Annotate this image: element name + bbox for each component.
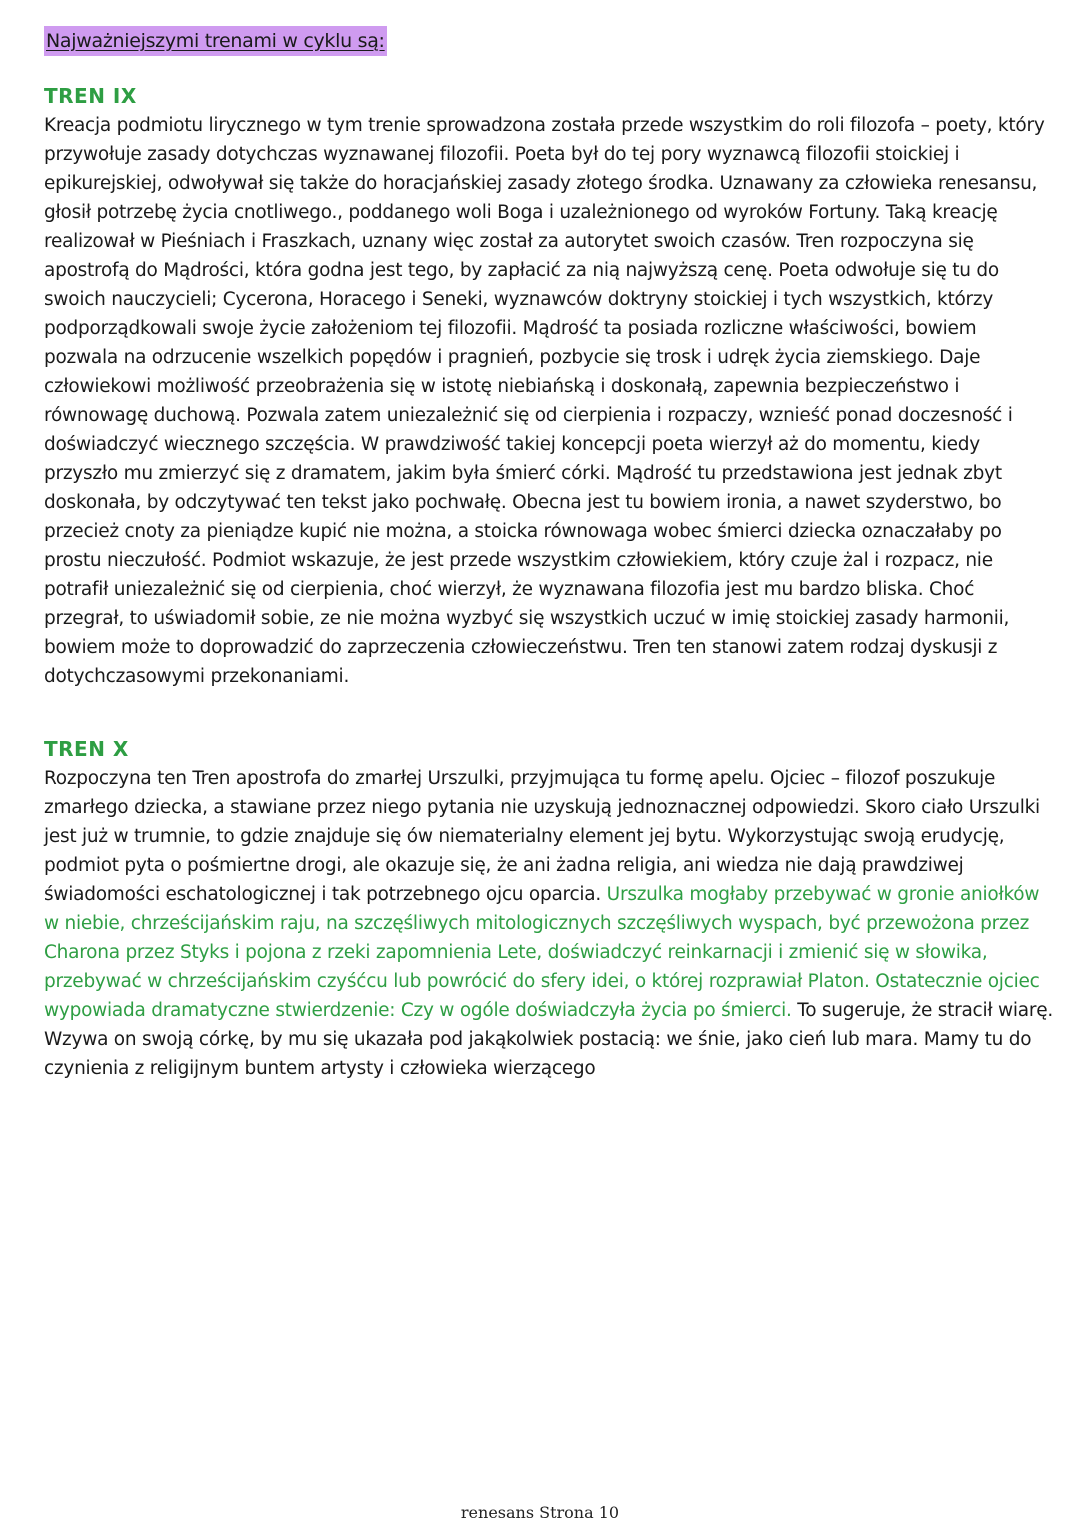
tren-ix-text: Kreacja podmiotu lirycznego w tym trenie sprowadzona została przede wszystkim do roli filozofa – poety, który przywołuje zasady dotychczas wyznawanej filozofii. Poeta był do tej pory wyznawcą filozofii stoickiej i epikurejskiej, odwoływał się także do horacjańskiej zasady złotego środka. Uznawany za człowieka renesansu, głosił potrzebę życia cnotliwego., poddanego woli Boga i uzależnionego od wyroków Fortuny. Taką kreację realizował w Pieśniach i Fraszkach, uznany więc został za autorytet swoich czasów. Tren rozpoczyna się apostrofą do Mądrości, która godna jest tego, by zapłacić za nią najwyższą cenę. Poeta odwołuje się tu do swoich nauczycieli; Cycerona, Horacego i Seneki, wyznawców doktryny stoickiej i tych wszystkich, którzy podporządkowali swoje życie założeniom tej filozofii. Mądrość ta posiada rozliczne właściwości, bowiem pozwala na odrzucenie wszelkich popędów i pragnień, pozbycie się trosk i udręk życia ziemskiego. Daje człowiekowi możliwość przeobrażenia się w istotę niebiańską i doskonałą, zapewnia bezpieczeństwo i równowagę duchową. Pozwala zatem uniezależnić się od cierpienia i rozpaczy, wznieść ponad doczesność i doświadczyć wiecznego szczęścia. W prawdziwość takiej koncepcji poeta wierzył aż do momentu, kiedy przyszło mu zmierzyć się z dramatem, jakim była śmierć córki. Mądrość tu przedstawiona jest jednak zbyt doskonała, by odczytywać ten tekst jako pochwałę. Obecna jest tu bowiem ironia, a nawet szyderstwo, bo przecież cnoty za pieniądze kupić nie można, a stoicka równowaga wobec śmierci dziecka oznaczałaby po prostu nieczułość. Podmiot wskazuje, że jest przede wszystkim człowiekiem, który czuje żal i rozpacz, nie potrafił uniezależnić się od cierpienia, choć wierzył, że wyznawana filozofia jest mu bardzo bliska. Choć przegrał, to uświadomił sobie, ze nie można wyzbyć się wszystkich uczuć w imię stoickiej zasady harmonii, bowiem może to doprowadzić do zaprzeczenia człowieczeństwu. Tren ten stanowi zatem rodzaj dyskusji z dotychczasowymi przekonaniami. bbox=[44, 115, 1045, 687]
section-tren-ix bbox=[44, 82, 1054, 691]
tren-x-text bbox=[44, 764, 1054, 1083]
tren-x-heading: TREN X bbox=[44, 737, 129, 761]
intro-line: Najważniejszymi trenami w cyklu są: bbox=[44, 26, 387, 56]
page-footer: renesans Strona 10 bbox=[460, 1503, 620, 1522]
tren-x-text-part1: Rozpoczyna ten Tren apostrofa do zmarłej Urszulki, przyjmująca tu formę apelu. Ojciec – filozof poszukuje zmarłego dziecka, a stawiane przez niego pytania nie uzyskują jednoznacznej odpowiedzi. Skoro ciało Urszulki jest już w trumnie, to gdzie znajduje się ów niematerialny element jej bytu. Wykorzystując swoją erudycję, podmiot pyta o pośmiertne drogi, ale okazuje się, że ani żadna religia, ani wiedza nie dają prawdziwej świadomości eschatologicznej i tak potrzebnego ojcu oparcia. bbox=[44, 768, 1040, 905]
tren-x-text-part2: To sugeruje, że stracił wiarę. Wzywa on swoją córkę, by mu się ukazała pod jakąkolwiek postacią: we śnie, jako cień lub mara. Mamy tu do czynienia z religijnym buntem artysty i człowieka wierzącego bbox=[44, 1000, 1053, 1079]
tren-x-text-highlight: Urszulka mogłaby przebywać w gronie aniołków w niebie, chrześcijańskim raju, na szczęśliwych mitologicznych szczęśliwych wyspach, być przewożona przez Charona przez Styks i pojona z rzeki zapomnienia Lete, doświadczyć reinkarnacji i zmienić się w słowika, przebywać w chrześcijańskim czyśćcu lub powrócić do sfery idei, o której rozprawiał Platon. Ostatecznie ojciec wypowiada dramatyczne stwierdzenie: Czy w ogóle doświadczyła życia po śmierci. bbox=[44, 884, 1040, 1021]
document-page bbox=[44, 26, 1054, 1083]
section-tren-x bbox=[44, 735, 1054, 1083]
tren-ix-heading: TREN IX bbox=[44, 84, 137, 108]
